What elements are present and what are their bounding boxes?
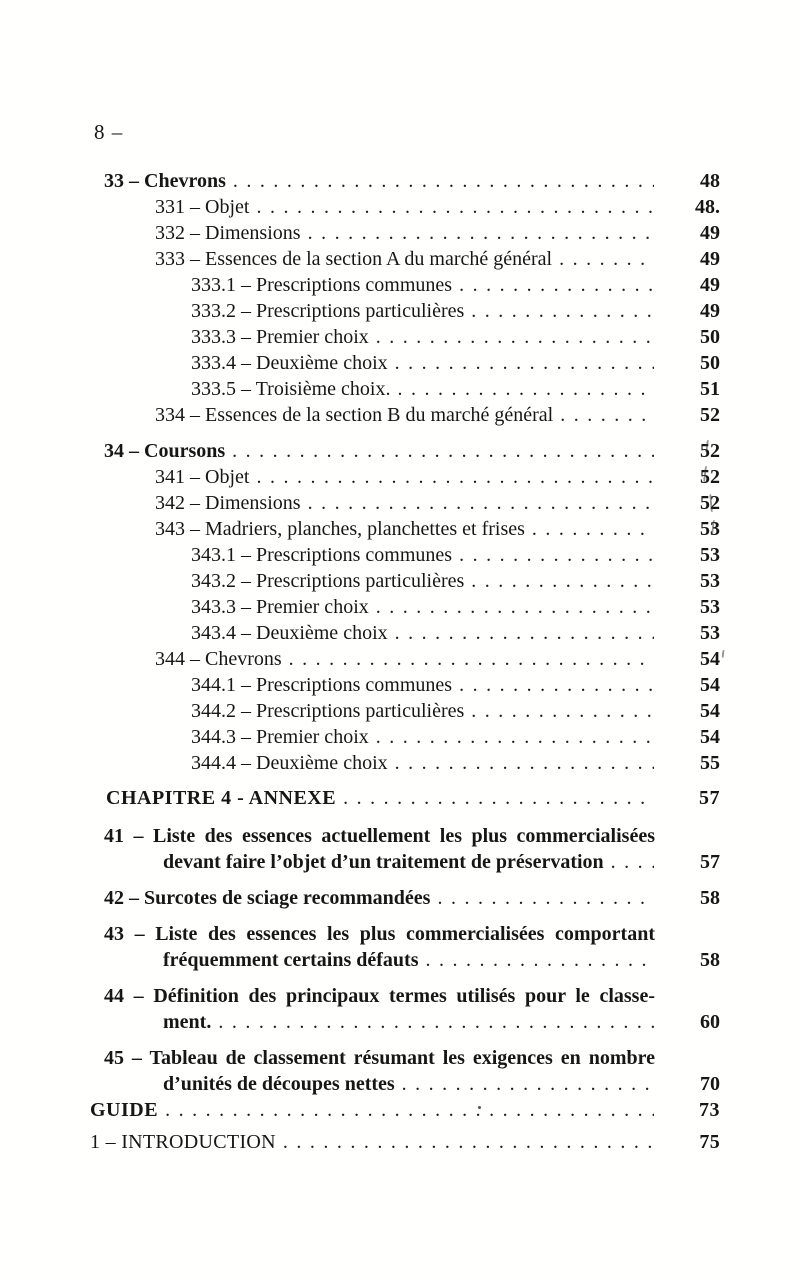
dot-leader bbox=[402, 1071, 654, 1097]
entry-label: 344.1 – Prescriptions communes bbox=[191, 674, 453, 696]
page-number: 51 bbox=[700, 378, 720, 400]
entry-label: 343.1 – Prescriptions communes bbox=[191, 544, 453, 566]
dot-leader bbox=[376, 324, 654, 350]
entry-label: 334 – Essences de la section B du marché général bbox=[155, 404, 554, 426]
toc-entry bbox=[155, 194, 720, 220]
entry-label: 341 – Objet bbox=[155, 466, 250, 488]
dot-leader bbox=[233, 168, 654, 194]
toc-entry bbox=[155, 402, 720, 428]
toc-entry bbox=[191, 324, 720, 350]
page-number: 49 bbox=[700, 274, 720, 296]
entry-label-line1: 41 – Liste des essences actuellement les plus commercialisées bbox=[104, 825, 655, 847]
page-number: 52 bbox=[700, 440, 720, 462]
entry-label: 34 – Coursons bbox=[104, 440, 226, 462]
page-number: 57 bbox=[700, 851, 720, 873]
entry-label: 344.2 – Prescriptions particulières bbox=[191, 700, 465, 722]
table-of-contents bbox=[0, 168, 800, 1155]
page-number: 52 bbox=[700, 492, 720, 514]
page-number: 52 bbox=[700, 466, 720, 488]
entry-label: GUIDE bbox=[90, 1099, 159, 1121]
entry-label: 343.2 – Prescriptions particulières bbox=[191, 570, 465, 592]
page-number: 60 bbox=[700, 1011, 720, 1033]
toc-entry bbox=[191, 698, 720, 724]
dot-leader bbox=[308, 490, 654, 516]
page-number: 54 bbox=[700, 648, 720, 670]
dot-leader bbox=[471, 298, 654, 324]
dot-leader bbox=[256, 464, 654, 490]
toc-entry bbox=[104, 983, 720, 1035]
dot-leader bbox=[283, 1129, 654, 1155]
dot-leader bbox=[256, 194, 654, 220]
entry-label: fréquemment certains défauts bbox=[163, 949, 419, 971]
toc-entry bbox=[104, 823, 720, 875]
toc-entry bbox=[104, 921, 720, 973]
dot-leader bbox=[437, 885, 654, 911]
page-number: 53 bbox=[700, 570, 720, 592]
page-number: 73 bbox=[699, 1099, 720, 1121]
toc-entry bbox=[104, 1045, 720, 1097]
dot-leader bbox=[471, 568, 654, 594]
entry-label: 344 – Chevrons bbox=[155, 648, 282, 670]
page-number: 54 bbox=[700, 700, 720, 722]
page-number: 53 bbox=[700, 544, 720, 566]
entry-label: 42 – Surcotes de sciage recommandées bbox=[104, 887, 431, 909]
entry-label: 331 – Objet bbox=[155, 196, 250, 218]
entry-label: 343.3 – Premier choix bbox=[191, 596, 369, 618]
entry-label: devant faire l’objet d’un traitement de préservation bbox=[163, 851, 604, 873]
entry-label: 342 – Dimensions bbox=[155, 492, 301, 514]
page-number: 58 bbox=[700, 887, 720, 909]
toc-entry bbox=[191, 724, 720, 750]
page-number: 49 bbox=[700, 222, 720, 244]
page-number: 55 bbox=[700, 752, 720, 774]
toc-entry bbox=[155, 464, 720, 490]
dot-leader bbox=[395, 750, 654, 776]
entry-label: 344.4 – Deuxième choix bbox=[191, 752, 388, 774]
page-number: 53 bbox=[700, 622, 720, 644]
page-number: 70 bbox=[700, 1073, 720, 1095]
toc-entry bbox=[155, 516, 720, 542]
toc-entry bbox=[191, 594, 720, 620]
toc-entry bbox=[191, 272, 720, 298]
toc-entry bbox=[155, 220, 720, 246]
dot-leader bbox=[532, 516, 654, 542]
page-number: 75 bbox=[699, 1131, 720, 1153]
dot-leader bbox=[165, 1097, 654, 1123]
toc-entries bbox=[0, 168, 800, 1155]
page-number: 50 bbox=[700, 352, 720, 374]
toc-entry bbox=[191, 376, 720, 402]
entry-label: 333.1 – Prescriptions communes bbox=[191, 274, 453, 296]
dot-leader bbox=[426, 947, 655, 973]
entry-label: CHAPITRE 4 - ANNEXE bbox=[106, 787, 337, 809]
toc-entry bbox=[155, 246, 720, 272]
page-number: 54 bbox=[700, 726, 720, 748]
dot-leader bbox=[459, 672, 654, 698]
entry-label: 332 – Dimensions bbox=[155, 222, 301, 244]
page-number: 54 bbox=[700, 674, 720, 696]
entry-label: 33 – Chevrons bbox=[104, 170, 226, 192]
entry-label: 333.3 – Premier choix bbox=[191, 326, 369, 348]
entry-label: d’unités de découpes nettes bbox=[163, 1073, 395, 1095]
entry-label: 333 – Essences de la section A du marché général bbox=[155, 248, 553, 270]
dot-leader bbox=[560, 402, 654, 428]
toc-entry bbox=[106, 785, 720, 811]
toc-entry bbox=[90, 1129, 720, 1155]
entry-label: 333.4 – Deuxième choix bbox=[191, 352, 388, 374]
page-number: 48 bbox=[700, 170, 720, 192]
dot-leader bbox=[343, 785, 654, 811]
page-number: 49 bbox=[700, 300, 720, 322]
page-number: 48. bbox=[695, 196, 720, 218]
dot-leader bbox=[232, 438, 654, 464]
page-number: 49 bbox=[700, 248, 720, 270]
page-number: 58 bbox=[700, 949, 720, 971]
page-number-header: 8 – bbox=[94, 120, 124, 144]
dot-leader bbox=[395, 620, 654, 646]
entry-label-line1: 45 – Tableau de classement résumant les exigences en nombre bbox=[104, 1047, 655, 1069]
entry-label: 343.4 – Deuxième choix bbox=[191, 622, 388, 644]
dot-leader bbox=[471, 698, 654, 724]
dot-leader bbox=[289, 646, 654, 672]
dot-leader bbox=[459, 272, 654, 298]
entry-label: ment. bbox=[163, 1011, 212, 1033]
entry-label: 343 – Madriers, planches, planchettes et frises bbox=[155, 518, 525, 540]
toc-entry bbox=[191, 568, 720, 594]
entry-label: 344.3 – Premier choix bbox=[191, 726, 369, 748]
page-number: 53 bbox=[700, 596, 720, 618]
entry-label-line1: 43 – Liste des essences les plus commercialisées comportant bbox=[104, 923, 655, 945]
dot-leader bbox=[397, 376, 654, 402]
toc-entry bbox=[191, 298, 720, 324]
dot-leader bbox=[395, 350, 654, 376]
entry-label-line1: 44 – Définition des principaux termes utilisés pour le classe- bbox=[104, 985, 655, 1007]
page-number: 57 bbox=[699, 787, 720, 809]
toc-entry bbox=[104, 885, 720, 911]
dot-leader bbox=[459, 542, 654, 568]
dot-leader bbox=[559, 246, 654, 272]
dot-leader bbox=[376, 594, 654, 620]
entry-label: 333.5 – Troisième choix. bbox=[191, 378, 391, 400]
toc-entry bbox=[104, 438, 720, 464]
dot-leader bbox=[218, 1009, 654, 1035]
page-number: 50 bbox=[700, 326, 720, 348]
page-number: 52 bbox=[700, 404, 720, 426]
toc-entry bbox=[191, 350, 720, 376]
dot-leader bbox=[376, 724, 654, 750]
entry-label: 1 – INTRODUCTION bbox=[90, 1131, 276, 1153]
toc-entry bbox=[191, 542, 720, 568]
toc-entry bbox=[155, 646, 720, 672]
toc-entry bbox=[191, 672, 720, 698]
toc-entry bbox=[104, 168, 720, 194]
dot-leader bbox=[611, 849, 654, 875]
entry-label: 333.2 – Prescriptions particulières bbox=[191, 300, 465, 322]
dot-leader bbox=[308, 220, 654, 246]
toc-entry bbox=[191, 620, 720, 646]
toc-entry bbox=[155, 490, 720, 516]
toc-entry bbox=[90, 1097, 720, 1123]
page-number: 53 bbox=[700, 518, 720, 540]
toc-entry bbox=[191, 750, 720, 776]
